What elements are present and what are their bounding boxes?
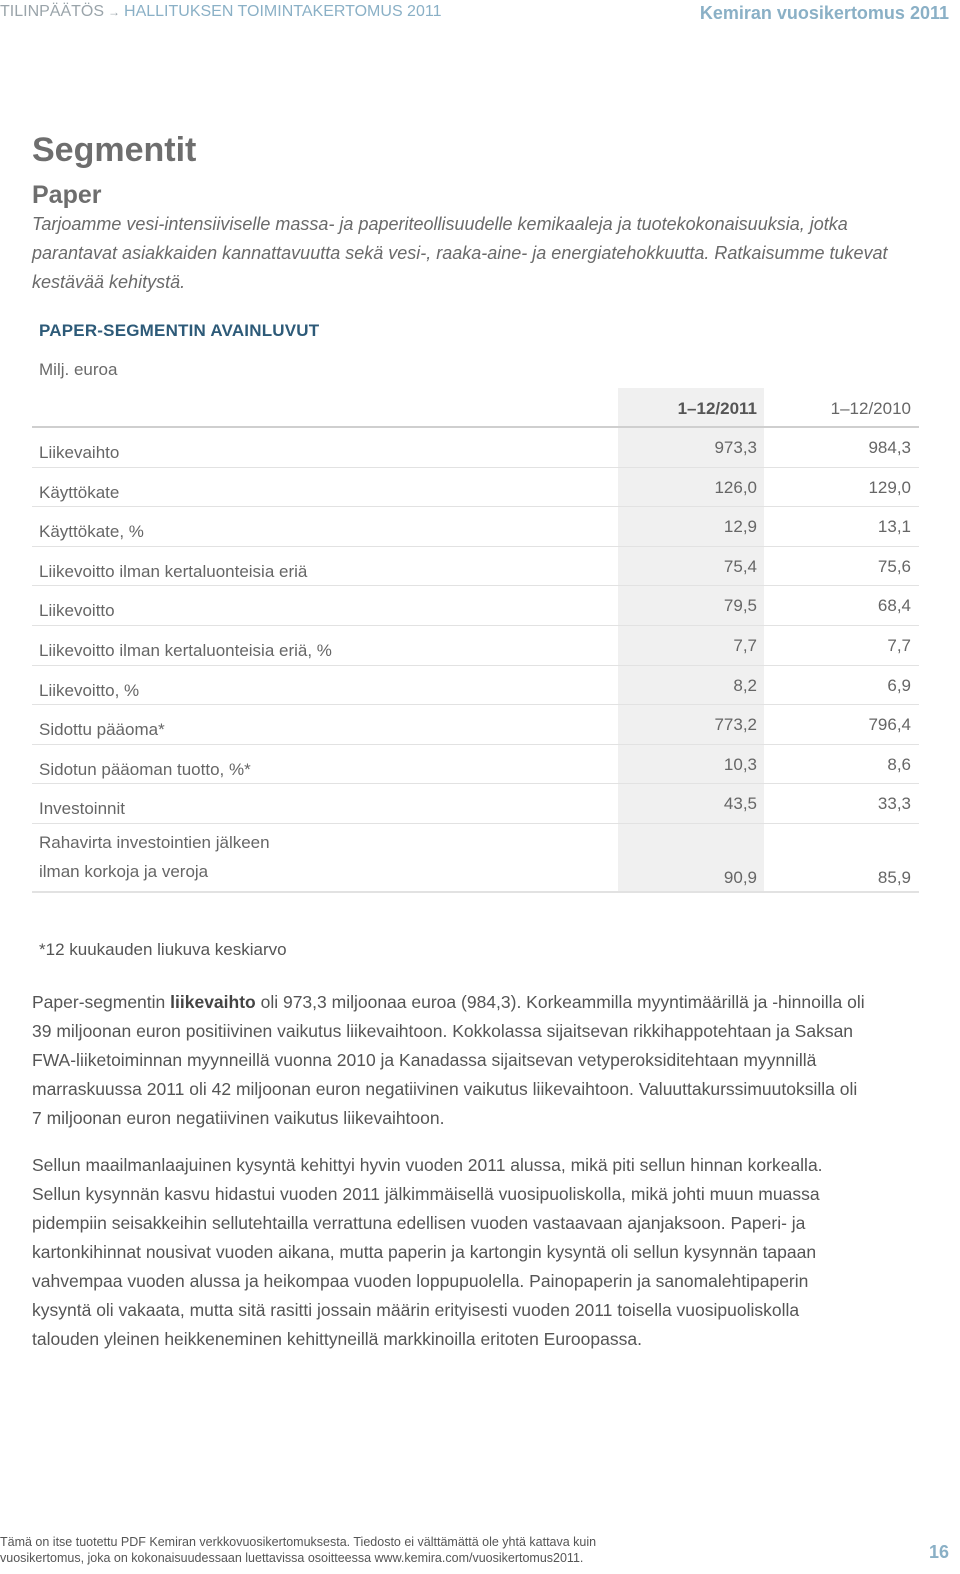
footer-line[interactable]: vuosikertomus, joka on kokonaisuudessaan luettavissa osoitteessa www.kemira.com/vuosikertomus2011. [0,1551,584,1565]
paragraph-line: 39 miljoonan euron positiivinen vaikutus liikevaihtoon. Kokkolassa sijaitsevan rikkihappotehtaan ja Saksan [32,1021,854,1041]
paragraph-line: kartonkihinnat nousivat vuoden aikana, mutta paperin ja kartongin kysyntä oli sellun kysynnän tapaan [32,1242,817,1262]
table-row [32,784,919,824]
table-row [32,824,919,893]
paragraph-line: 7 miljoonan euron negatiivinen vaikutus liikevaihtoon. [32,1108,445,1128]
value-2010: 796,4 [868,715,911,735]
column-header-2010: 1–12/2010 [830,399,911,418]
table-row [32,586,919,626]
row-label: Investoinnit [39,799,125,819]
table-footnote: *12 kuukauden liukuva keskiarvo [39,940,287,959]
value-2010: 85,9 [877,867,911,887]
value-2010: 75,6 [877,556,911,576]
table-row [32,666,919,706]
value-2010: 984,3 [868,438,911,457]
footer-line: Tämä on itse tuotettu PDF Kemiran verkkovuosikertomuksesta. Tiedosto ei välttämättä ole yhtä kattava kuin [0,1535,597,1549]
intro-line: parantavat asiakkaiden kannattavuutta sekä vesi-, raaka-aine- ja energiatehokkuutta. Ratkaisumme tukevat [32,243,888,263]
breadcrumb [0,3,441,21]
value-2011: 75,4 [723,556,757,576]
row-label: Liikevaihto [39,443,120,462]
row-label [39,828,270,886]
intro-line: kestävää kehitystä. [32,272,186,292]
page-footer [0,1534,596,1566]
value-2010: 7,7 [887,635,911,655]
report-title[interactable]: Kemiran vuosikertomus 2011 [699,3,949,23]
paragraph-revenue [32,988,932,1133]
value-2011: 10,3 [723,754,757,774]
table-row [32,468,919,508]
paragraph-line: marraskuussa 2011 oli 42 miljoonan euron negatiivinen vaikutus liikevaihtoon. Valuuttakurssimuutoksilla oli [32,1079,858,1099]
arrow-right-icon: → [108,5,121,19]
paragraph-line: vahvempaa vuoden alussa ja heikompaa vuoden loppupuolella. Painopaperin ja sanomalehtipaperin [32,1271,809,1291]
row-label: Sidottu pääoma* [39,720,165,740]
intro-line: Tarjoamme vesi-intensiiviselle massa- ja paperiteollisuudelle kemikaaleja ja tuotekokonaisuuksia, jotka [32,214,848,234]
value-2011: 90,9 [723,867,757,887]
value-2011: 7,7 [733,635,757,655]
row-label: Liikevoitto ilman kertaluonteisia eriä [39,561,308,581]
paragraph-market [32,1151,932,1354]
page-number: 16 [928,1542,949,1562]
value-2011: 43,5 [723,794,757,814]
value-2010: 8,6 [887,754,911,774]
breadcrumb-item-toimintakertomus[interactable]: HALLITUKSEN TOIMINTAKERTOMUS 2011 [124,3,442,20]
value-2011: 773,2 [714,715,757,735]
value-2010: 6,9 [887,675,911,695]
paragraph-line: kysyntä oli vakaata, mutta sitä rasitti jossain määrin erityisesti vuoden 2011 toisella vuosipuoliskolla [32,1300,800,1320]
table-title: PAPER-SEGMENTIN AVAINLUVUT [39,321,320,340]
row-label: Liikevoitto [39,601,115,621]
row-label: Sidotun pääoman tuotto, %* [39,759,251,779]
table-row [32,626,919,666]
paragraph-line: Paper-segmentin liikevaihto oli 973,3 miljoonaa euroa (984,3). Korkeammilla myyntimäärillä ja -hinnoilla oli [32,992,865,1012]
value-2010: 129,0 [868,477,911,497]
table-row [32,547,919,587]
row-label: Liikevoitto ilman kertaluonteisia eriä, % [39,640,332,660]
row-label: Käyttökate [39,482,120,502]
value-2010: 13,1 [877,517,911,537]
table-row [32,507,919,547]
table-row [32,705,919,745]
paragraph-line: FWA-liiketoiminnan myynneillä vuonna 2010 ja Kanadassa sijaitsevan vetyperoksiditehtaan myynnillä [32,1050,817,1070]
value-2011: 12,9 [723,517,757,537]
value-2010: 33,3 [877,794,911,814]
paragraph-line: Sellun maailmanlaajuinen kysyntä kehittyi hyvin vuoden 2011 alussa, mikä piti sellun hinnan korkealla. [32,1155,823,1175]
table-row [32,745,919,785]
row-label-line: ilman korkoja ja veroja [39,861,209,881]
bold-term: liikevaihto [170,992,256,1012]
paragraph-line: pidempiin seisakkeihin sellutehtailla verrattuna edellisen vuoden vastaavaan ajanjaksoon. Paperi- ja [32,1213,806,1233]
key-figures-table [32,388,919,893]
column-header-2011: 1–12/2011 [677,399,757,418]
table-row [32,428,919,468]
section-intro [32,210,932,297]
value-2011: 8,2 [733,675,757,695]
breadcrumb-item-tilinpaatos[interactable]: TILINPÄÄTÖS [0,3,105,20]
table-header-row [32,388,919,428]
row-label: Liikevoitto, % [39,680,140,700]
row-label: Käyttökate, % [39,522,144,542]
value-2011: 126,0 [714,477,757,497]
page-title: Segmentit [32,131,197,169]
paragraph-line: Sellun kysynnän kasvu hidastui vuoden 2011 jälkimmäisellä vuosipuoliskolla, mikä johti muun muassa [32,1184,820,1204]
paragraph-line: talouden yleinen heikkeneminen kehittyneillä markkinoilla eritoten Euroopassa. [32,1329,642,1349]
table-unit: Milj. euroa [39,360,118,379]
value-2011: 79,5 [723,596,757,616]
section-heading: Paper [32,181,102,209]
value-2010: 68,4 [877,596,911,616]
value-2011: 973,3 [714,438,757,457]
row-label-line: Rahavirta investointien jälkeen [39,832,270,852]
